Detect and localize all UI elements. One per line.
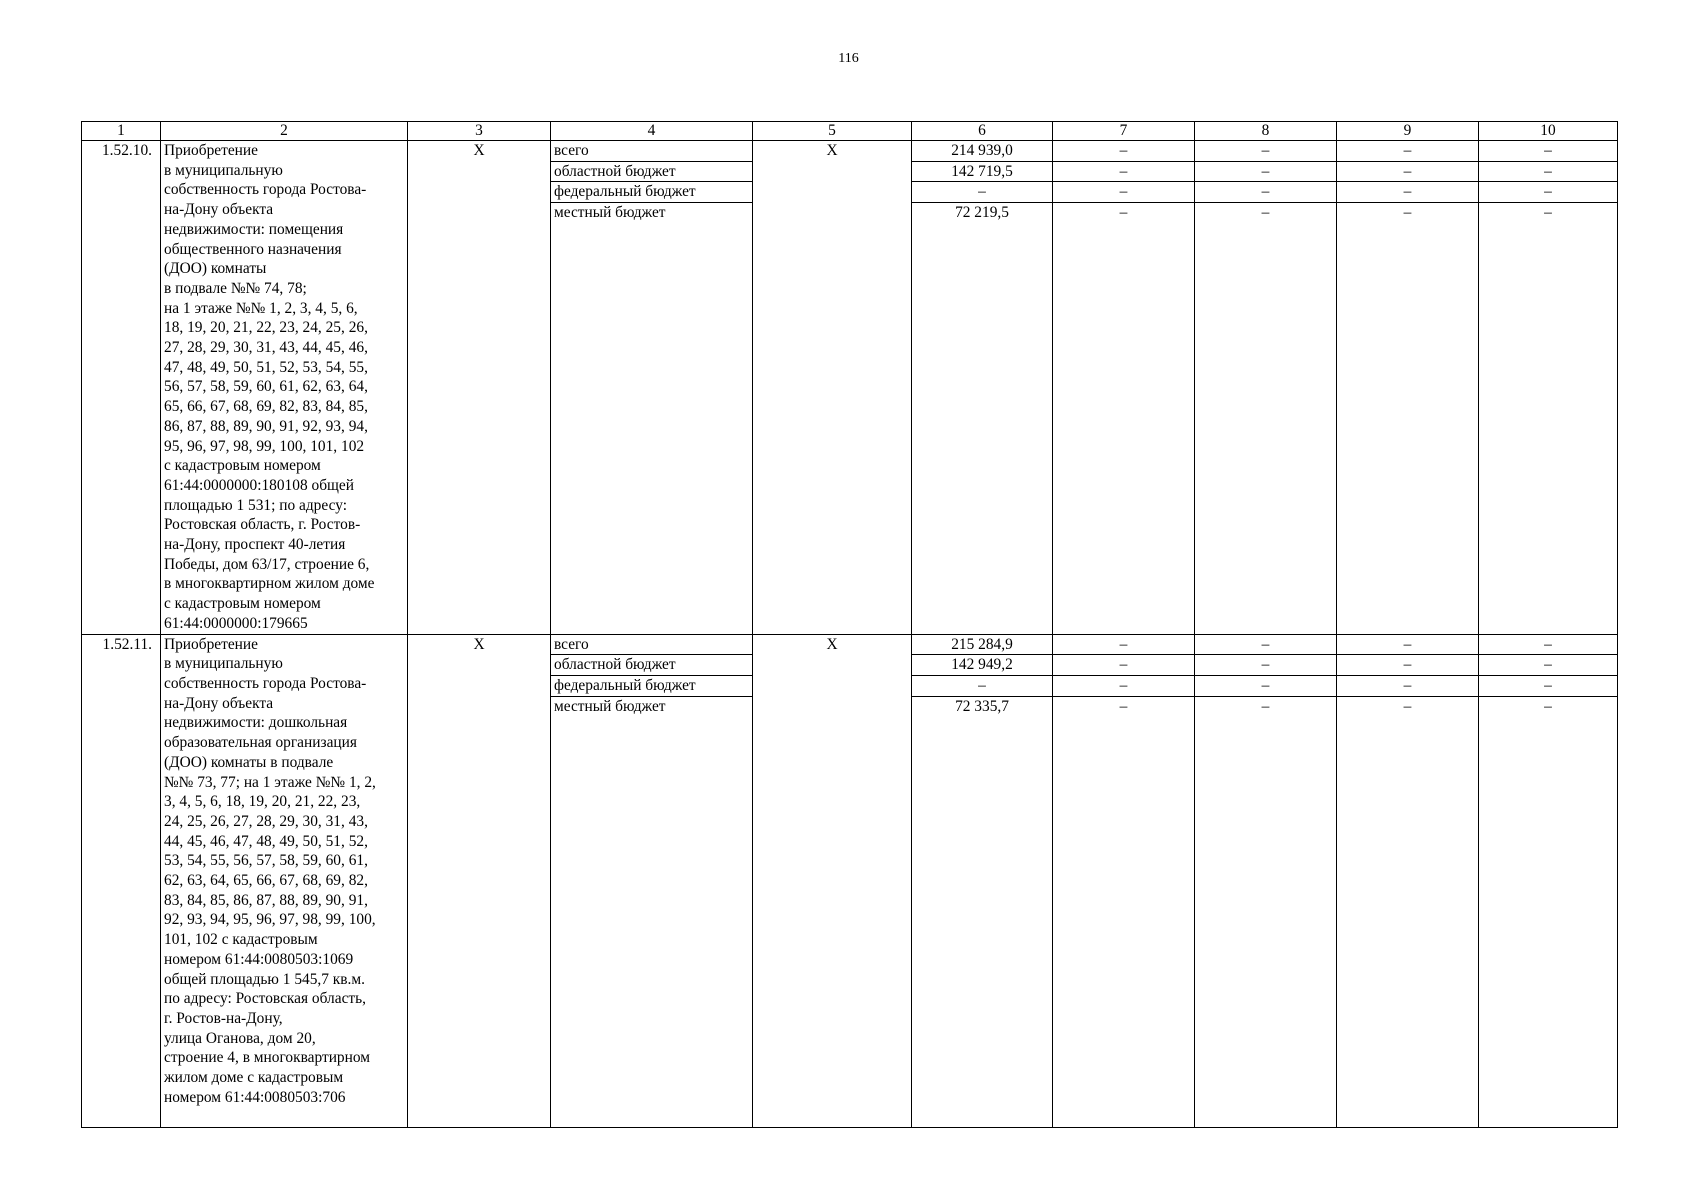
dash-cell: – <box>1053 203 1195 634</box>
dash-cell: – <box>1479 203 1618 634</box>
dash-cell: – <box>1195 161 1337 182</box>
dash-cell: – <box>1053 161 1195 182</box>
funding-source: федеральный бюджет <box>551 675 753 696</box>
col3-mark: Х <box>408 141 551 635</box>
header-cell: 2 <box>161 122 408 141</box>
dash-cell: – <box>1337 141 1479 162</box>
header-cell: 9 <box>1337 122 1479 141</box>
table-header-row <box>82 122 1618 141</box>
item-description: Приобретение в муниципальную собственность города Ростова- на-Дону объекта недвижимости: помещения общественного назначения (ДОО) комнаты в подвале №№ 74, 78; на 1 этаже №№ 1, 2, 3, 4, 5, 6, 18, 19, 20, 21, 22, 23, 24, 25, 26, 27, 28, 29, 30, 31, 43, 44, 45, 46, 47, 48, 49, 50, 51, 52, 53, 54, 55, 56, 57, 58, 59, 60, 61, 62, 63, 64, 65, 66, 67, 68, 69, 82, 83, 84, 85, 86, 87, 88, 89, 90, 91, 92, 93, 94, 95, 96, 97, 98, 99, 100, 101, 102 с кадастровым номером 61:44:0000000:180108 общей площадью 1 531; по адресу: Ростовская область, г. Ростов- на-Дону, проспект 40-летия Победы, дом 63/17, строение 6, в многоквартирном жилом доме с кадастровым номером 61:44:0000000:179665 <box>161 141 408 635</box>
dash-cell: – <box>1195 182 1337 203</box>
dash-cell: – <box>1479 696 1618 1127</box>
funding-source: областной бюджет <box>551 655 753 676</box>
dash-cell: – <box>1479 634 1618 655</box>
amount-cell: 142 949,2 <box>912 655 1053 676</box>
dash-cell: – <box>1053 655 1195 676</box>
dash-cell: – <box>1337 696 1479 1127</box>
funding-source: федеральный бюджет <box>551 182 753 203</box>
col5-mark: Х <box>753 634 912 1127</box>
dash-cell: – <box>1053 675 1195 696</box>
amount-cell: 214 939,0 <box>912 141 1053 162</box>
header-cell: 3 <box>408 122 551 141</box>
dash-cell: – <box>1195 203 1337 634</box>
funding-source: местный бюджет <box>551 203 753 634</box>
table-row <box>82 634 1618 655</box>
amount-cell: 142 719,5 <box>912 161 1053 182</box>
header-cell: 4 <box>551 122 753 141</box>
dash-cell: – <box>1479 675 1618 696</box>
header-cell: 8 <box>1195 122 1337 141</box>
dash-cell: – <box>1337 634 1479 655</box>
dash-cell: – <box>1053 634 1195 655</box>
dash-cell: – <box>1479 182 1618 203</box>
amount-cell: 215 284,9 <box>912 634 1053 655</box>
funding-source: всего <box>551 634 753 655</box>
funding-source: местный бюджет <box>551 696 753 1127</box>
col5-mark: Х <box>753 141 912 635</box>
item-code: 1.52.11. <box>82 634 161 1127</box>
page-number: 116 <box>838 51 859 66</box>
dash-cell: – <box>1053 696 1195 1127</box>
dash-cell: – <box>1479 141 1618 162</box>
header-cell: 5 <box>753 122 912 141</box>
header-cell: 1 <box>82 122 161 141</box>
amount-cell: 72 335,7 <box>912 696 1053 1127</box>
dash-cell: – <box>1337 182 1479 203</box>
dash-cell: – <box>1479 655 1618 676</box>
dash-cell: – <box>1195 634 1337 655</box>
funding-source: областной бюджет <box>551 161 753 182</box>
header-cell: 6 <box>912 122 1053 141</box>
dash-cell: – <box>1053 182 1195 203</box>
header-cell: 10 <box>1479 122 1618 141</box>
dash-cell: – <box>1337 655 1479 676</box>
dash-cell: – <box>1195 141 1337 162</box>
dash-cell: – <box>1337 675 1479 696</box>
dash-cell: – <box>1337 161 1479 182</box>
dash-cell: – <box>1053 141 1195 162</box>
amount-cell: 72 219,5 <box>912 203 1053 634</box>
header-cell: 7 <box>1053 122 1195 141</box>
dash-cell: – <box>1479 161 1618 182</box>
dash-cell: – <box>1337 203 1479 634</box>
amount-cell: – <box>912 675 1053 696</box>
dash-cell: – <box>1195 675 1337 696</box>
dash-cell: – <box>1195 696 1337 1127</box>
budget-table <box>81 121 1618 1128</box>
funding-source: всего <box>551 141 753 162</box>
amount-cell: – <box>912 182 1053 203</box>
item-description: Приобретение в муниципальную собственность города Ростова- на-Дону объекта недвижимости: дошкольная образовательная организация (ДОО) комнаты в подвале №№ 73, 77; на 1 этаже №№ 1, 2, 3, 4, 5, 6, 18, 19, 20, 21, 22, 23, 24, 25, 26, 27, 28, 29, 30, 31, 43, 44, 45, 46, 47, 48, 49, 50, 51, 52, 53, 54, 55, 56, 57, 58, 59, 60, 61, 62, 63, 64, 65, 66, 67, 68, 69, 82, 83, 84, 85, 86, 87, 88, 89, 90, 91, 92, 93, 94, 95, 96, 97, 98, 99, 100, 101, 102 с кадастровым номером 61:44:0080503:1069 общей площадью 1 545,7 кв.м. по адресу: Ростовская область, г. Ростов-на-Дону, улица Оганова, дом 20, строение 4, в многоквартирном жилом доме с кадастровым номером 61:44:0080503:706 <box>161 634 408 1127</box>
dash-cell: – <box>1195 655 1337 676</box>
table-row <box>82 141 1618 162</box>
item-code: 1.52.10. <box>82 141 161 635</box>
col3-mark: Х <box>408 634 551 1127</box>
